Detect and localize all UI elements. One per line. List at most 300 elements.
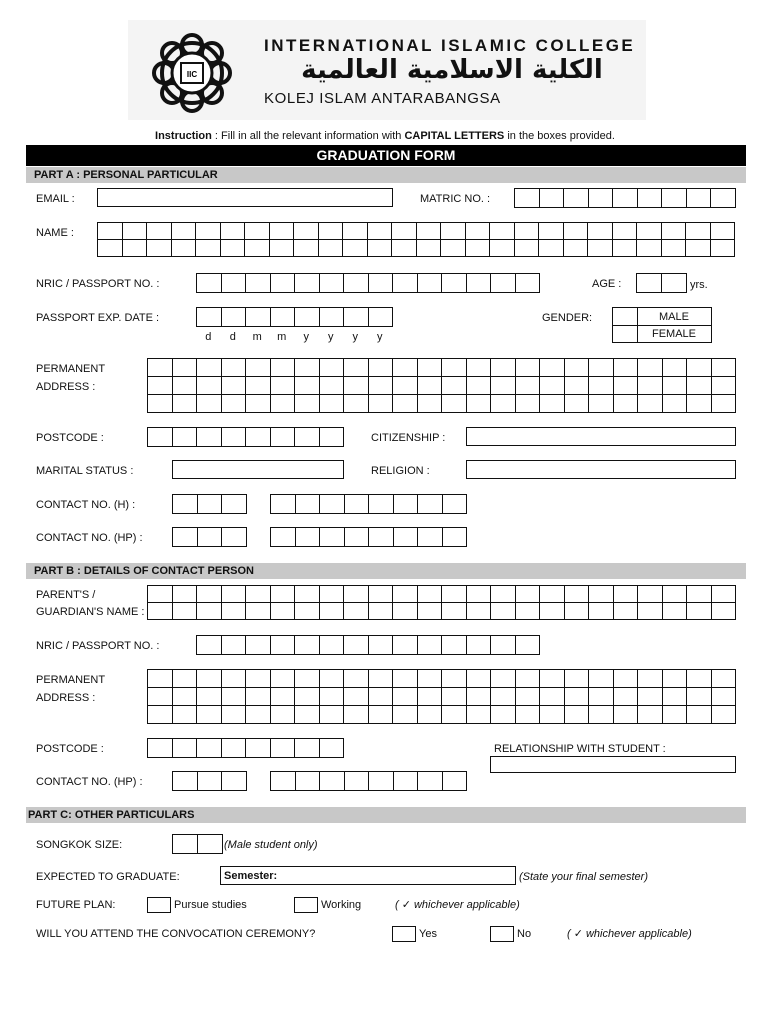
guardian-address-input-cell[interactable] <box>173 688 198 706</box>
guardian-name-input-cell[interactable] <box>467 586 492 603</box>
guardian-name-input-cell[interactable] <box>418 603 443 620</box>
guardian-address-input-cell[interactable] <box>197 688 222 706</box>
guardian-name-input-cell[interactable] <box>344 603 369 620</box>
name-input-cell[interactable] <box>515 240 540 257</box>
guardian-address-input-cell[interactable] <box>614 688 639 706</box>
guardian-name-input-cell[interactable] <box>638 586 663 603</box>
guardian-address-input-cell[interactable] <box>442 670 467 688</box>
name-input-cell[interactable] <box>686 240 711 257</box>
address-input-cell[interactable] <box>369 377 394 395</box>
matric-input-cell[interactable] <box>564 189 589 208</box>
name-input-cell[interactable] <box>319 240 344 257</box>
address-input-cell[interactable] <box>589 359 614 377</box>
address-input-cell[interactable] <box>197 395 222 413</box>
guardian-name-input-cell[interactable] <box>148 586 173 603</box>
guardian-postcode-input-cell[interactable] <box>148 739 173 758</box>
marital-input[interactable] <box>172 460 344 479</box>
guardian-postcode-input-cell[interactable] <box>222 739 247 758</box>
guardian-address-input-cell[interactable] <box>418 706 443 724</box>
name-input-cell[interactable] <box>294 223 319 240</box>
postcode-input-cell[interactable] <box>271 428 296 447</box>
guardian-contact-hp-input-cell[interactable] <box>198 772 223 791</box>
name-input-cell[interactable] <box>515 223 540 240</box>
guardian-name-input-cell[interactable] <box>491 586 516 603</box>
pursue-studies-checkbox[interactable] <box>147 897 171 913</box>
name-input-cell[interactable] <box>123 223 148 240</box>
guardian-address-input-cell[interactable] <box>173 706 198 724</box>
passport-exp-input-cell[interactable] <box>222 308 247 327</box>
guardian-address-input-cell[interactable] <box>148 670 173 688</box>
guardian-address-input-cell[interactable] <box>467 670 492 688</box>
name-input-cell[interactable] <box>637 223 662 240</box>
name-input-cell[interactable] <box>417 223 442 240</box>
guardian-nric-input-cell[interactable] <box>467 636 492 655</box>
guardian-contact-hp-number-input-cell[interactable] <box>271 772 296 791</box>
address-input-cell[interactable] <box>565 377 590 395</box>
contact-hp-input[interactable] <box>172 527 247 547</box>
guardian-contact-hp-number-input-cell[interactable] <box>296 772 321 791</box>
address-input-cell[interactable] <box>369 395 394 413</box>
name-input-cell[interactable] <box>539 240 564 257</box>
name-input-cell[interactable] <box>711 223 736 240</box>
address-input-cell[interactable] <box>687 377 712 395</box>
guardian-address-input-cell[interactable] <box>540 670 565 688</box>
guardian-nric-input-cell[interactable] <box>295 636 320 655</box>
guardian-name-input-cell[interactable] <box>614 586 639 603</box>
address-input-cell[interactable] <box>614 359 639 377</box>
guardian-name-input-cell[interactable] <box>197 586 222 603</box>
name-input-cell[interactable] <box>441 240 466 257</box>
name-input-cell[interactable] <box>196 223 221 240</box>
name-input-cell[interactable] <box>441 223 466 240</box>
address-input-cell[interactable] <box>565 359 590 377</box>
address-input-cell[interactable] <box>663 359 688 377</box>
guardian-address-input-cell[interactable] <box>246 706 271 724</box>
matric-input-cell[interactable] <box>540 189 565 208</box>
name-input-cell[interactable] <box>270 223 295 240</box>
address-input-cell[interactable] <box>614 377 639 395</box>
address-input-cell[interactable] <box>491 395 516 413</box>
nric-input-cell[interactable] <box>320 274 345 293</box>
name-input-cell[interactable] <box>637 240 662 257</box>
postcode-input-cell[interactable] <box>173 428 198 447</box>
name-input-cell[interactable] <box>343 223 368 240</box>
guardian-address-input-cell[interactable] <box>197 706 222 724</box>
guardian-nric-input-cell[interactable] <box>222 636 247 655</box>
name-input-cell[interactable] <box>686 223 711 240</box>
name-input-cell[interactable] <box>613 240 638 257</box>
name-input-cell[interactable] <box>466 223 491 240</box>
name-input-cell[interactable] <box>466 240 491 257</box>
address-input-cell[interactable] <box>638 359 663 377</box>
guardian-name-input-cell[interactable] <box>467 603 492 620</box>
contact-hp-number-input-cell[interactable] <box>320 528 345 547</box>
matric-input-cell[interactable] <box>711 189 736 208</box>
contact-hp-number-input-cell[interactable] <box>369 528 394 547</box>
guardian-contact-hp-number-input-cell[interactable] <box>369 772 394 791</box>
religion-input[interactable] <box>466 460 736 479</box>
name-input-cell[interactable] <box>392 240 417 257</box>
guardian-name-input-cell[interactable] <box>565 603 590 620</box>
guardian-postcode-input-cell[interactable] <box>197 739 222 758</box>
name-input-cell[interactable] <box>417 240 442 257</box>
female-checkbox[interactable] <box>613 326 638 342</box>
contact-hp-number-input-cell[interactable] <box>271 528 296 547</box>
nric-input-cell[interactable] <box>271 274 296 293</box>
guardian-address-input-cell[interactable] <box>712 706 737 724</box>
address-input-cell[interactable] <box>442 359 467 377</box>
guardian-contact-hp-number-input-cell[interactable] <box>394 772 419 791</box>
guardian-address-input-cell[interactable] <box>246 670 271 688</box>
guardian-name-input-cell[interactable] <box>589 586 614 603</box>
address-input-cell[interactable] <box>393 395 418 413</box>
guardian-address-input-cell[interactable] <box>246 688 271 706</box>
guardian-name-input-cell[interactable] <box>393 603 418 620</box>
name-input-cell[interactable] <box>245 223 270 240</box>
guardian-address-input-cell[interactable] <box>614 670 639 688</box>
guardian-address-input-cell[interactable] <box>712 688 737 706</box>
contact-h-number-input-cell[interactable] <box>369 495 394 514</box>
contact-h-number-input-cell[interactable] <box>394 495 419 514</box>
contact-h-input-cell[interactable] <box>173 495 198 514</box>
guardian-address-input-cell[interactable] <box>565 670 590 688</box>
guardian-contact-hp-input-cell[interactable] <box>173 772 198 791</box>
guardian-nric-input-cell[interactable] <box>393 636 418 655</box>
passport-exp-input-cell[interactable] <box>246 308 271 327</box>
contact-h-number-input-cell[interactable] <box>320 495 345 514</box>
nric-input-cell[interactable] <box>197 274 222 293</box>
name-input-cell[interactable] <box>564 223 589 240</box>
passport-exp-input-cell[interactable] <box>197 308 222 327</box>
address-input-cell[interactable] <box>614 395 639 413</box>
guardian-address-input-cell[interactable] <box>442 706 467 724</box>
nric-input-cell[interactable] <box>295 274 320 293</box>
guardian-postcode-input-cell[interactable] <box>246 739 271 758</box>
guardian-name-input-cell[interactable] <box>442 603 467 620</box>
name-input-cell[interactable] <box>343 240 368 257</box>
guardian-postcode-input-cell[interactable] <box>295 739 320 758</box>
address-input-cell[interactable] <box>295 395 320 413</box>
guardian-nric-input[interactable] <box>196 635 540 655</box>
guardian-address-input-cell[interactable] <box>344 670 369 688</box>
postcode-input-cell[interactable] <box>246 428 271 447</box>
address-input-cell[interactable] <box>344 359 369 377</box>
name-input-cell[interactable] <box>490 223 515 240</box>
guardian-nric-input-cell[interactable] <box>442 636 467 655</box>
nric-input-cell[interactable] <box>344 274 369 293</box>
address-input-cell[interactable] <box>173 359 198 377</box>
address-input-cell[interactable] <box>467 359 492 377</box>
guardian-address-input-cell[interactable] <box>516 706 541 724</box>
address-input-cell[interactable] <box>271 377 296 395</box>
citizenship-input[interactable] <box>466 427 736 446</box>
guardian-address-input-cell[interactable] <box>516 688 541 706</box>
address-input-cell[interactable] <box>565 395 590 413</box>
contact-h-input-cell[interactable] <box>222 495 247 514</box>
name-input-cell[interactable] <box>392 223 417 240</box>
name-input-cell[interactable] <box>588 223 613 240</box>
contact-hp-input-cell[interactable] <box>198 528 223 547</box>
address-input-cell[interactable] <box>516 359 541 377</box>
guardian-address-input-cell[interactable] <box>393 688 418 706</box>
guardian-name-input-cell[interactable] <box>516 603 541 620</box>
name-input-cell[interactable] <box>147 240 172 257</box>
guardian-name-input-cell[interactable] <box>173 603 198 620</box>
name-input-cell[interactable] <box>662 223 687 240</box>
guardian-address-input-cell[interactable] <box>614 706 639 724</box>
male-checkbox[interactable] <box>613 308 638 325</box>
guardian-name-input-cell[interactable] <box>173 586 198 603</box>
matric-input[interactable] <box>514 188 736 208</box>
address-input-cell[interactable] <box>246 377 271 395</box>
guardian-address-input-cell[interactable] <box>712 670 737 688</box>
guardian-address-input-cell[interactable] <box>222 670 247 688</box>
name-input-cell[interactable] <box>221 240 246 257</box>
semester-input[interactable] <box>220 866 516 885</box>
guardian-name-input-cell[interactable] <box>295 603 320 620</box>
guardian-address-input-cell[interactable] <box>638 706 663 724</box>
guardian-address-input-cell[interactable] <box>540 688 565 706</box>
address-input-cell[interactable] <box>344 377 369 395</box>
address-input-cell[interactable] <box>638 377 663 395</box>
guardian-nric-input-cell[interactable] <box>320 636 345 655</box>
address-input-cell[interactable] <box>295 359 320 377</box>
address-input-cell[interactable] <box>418 395 443 413</box>
guardian-address-input-cell[interactable] <box>589 706 614 724</box>
address-input-cell[interactable] <box>295 377 320 395</box>
name-input-cell[interactable] <box>98 223 123 240</box>
contact-hp-number-input-cell[interactable] <box>296 528 321 547</box>
contact-h-number-input-cell[interactable] <box>418 495 443 514</box>
contact-hp-input-cell[interactable] <box>222 528 247 547</box>
guardian-contact-hp-number-input-cell[interactable] <box>418 772 443 791</box>
address-input[interactable] <box>147 358 736 413</box>
guardian-address-input-cell[interactable] <box>565 688 590 706</box>
guardian-address-input-cell[interactable] <box>344 706 369 724</box>
contact-hp-number-input[interactable] <box>270 527 467 547</box>
address-input-cell[interactable] <box>540 359 565 377</box>
passport-exp-input[interactable] <box>196 307 393 327</box>
guardian-name-input-cell[interactable] <box>663 603 688 620</box>
guardian-postcode-input[interactable] <box>147 738 344 758</box>
name-input[interactable] <box>97 222 735 257</box>
name-input-cell[interactable] <box>711 240 736 257</box>
guardian-address-input-cell[interactable] <box>589 688 614 706</box>
guardian-address-input-cell[interactable] <box>222 706 247 724</box>
guardian-address-input-cell[interactable] <box>320 706 345 724</box>
guardian-address-input-cell[interactable] <box>295 670 320 688</box>
address-input-cell[interactable] <box>589 377 614 395</box>
guardian-name-input-cell[interactable] <box>614 603 639 620</box>
guardian-name-input-cell[interactable] <box>222 603 247 620</box>
address-input-cell[interactable] <box>467 377 492 395</box>
address-input-cell[interactable] <box>246 359 271 377</box>
guardian-name-input-cell[interactable] <box>369 603 394 620</box>
address-input-cell[interactable] <box>442 377 467 395</box>
address-input-cell[interactable] <box>687 359 712 377</box>
guardian-name-input-cell[interactable] <box>369 586 394 603</box>
address-input-cell[interactable] <box>173 377 198 395</box>
guardian-name-input-cell[interactable] <box>148 603 173 620</box>
address-input-cell[interactable] <box>197 359 222 377</box>
guardian-address-input-cell[interactable] <box>663 670 688 688</box>
gender-male-row[interactable] <box>613 308 711 326</box>
name-input-cell[interactable] <box>294 240 319 257</box>
guardian-address-input-cell[interactable] <box>173 670 198 688</box>
guardian-address-input-cell[interactable] <box>271 688 296 706</box>
guardian-address-input-cell[interactable] <box>516 670 541 688</box>
address-input-cell[interactable] <box>173 395 198 413</box>
guardian-name-input-cell[interactable] <box>197 603 222 620</box>
guardian-name-input-cell[interactable] <box>638 603 663 620</box>
guardian-name-input-cell[interactable] <box>246 603 271 620</box>
passport-exp-input-cell[interactable] <box>369 308 394 327</box>
guardian-address-input-cell[interactable] <box>491 688 516 706</box>
guardian-nric-input-cell[interactable] <box>246 636 271 655</box>
address-input-cell[interactable] <box>516 395 541 413</box>
email-input[interactable] <box>97 188 393 207</box>
name-input-cell[interactable] <box>368 240 393 257</box>
songkok-input-cell[interactable] <box>198 835 223 854</box>
address-input-cell[interactable] <box>148 395 173 413</box>
guardian-name-input-cell[interactable] <box>687 586 712 603</box>
address-input-cell[interactable] <box>663 395 688 413</box>
contact-h-number-input-cell[interactable] <box>296 495 321 514</box>
name-input-cell[interactable] <box>368 223 393 240</box>
address-input-cell[interactable] <box>393 359 418 377</box>
address-input-cell[interactable] <box>712 377 737 395</box>
guardian-address-input-cell[interactable] <box>369 670 394 688</box>
guardian-name-input-cell[interactable] <box>271 603 296 620</box>
age-input-cell[interactable] <box>662 274 687 293</box>
guardian-address-input-cell[interactable] <box>467 688 492 706</box>
postcode-input-cell[interactable] <box>295 428 320 447</box>
guardian-name-input-cell[interactable] <box>222 586 247 603</box>
nric-input-cell[interactable] <box>393 274 418 293</box>
name-input-cell[interactable] <box>270 240 295 257</box>
guardian-address-input-cell[interactable] <box>687 670 712 688</box>
postcode-input-cell[interactable] <box>222 428 247 447</box>
guardian-address-input-cell[interactable] <box>344 688 369 706</box>
contact-hp-number-input-cell[interactable] <box>345 528 370 547</box>
address-input-cell[interactable] <box>320 395 345 413</box>
nric-input-cell[interactable] <box>516 274 541 293</box>
guardian-address-input-cell[interactable] <box>393 706 418 724</box>
guardian-name-input-cell[interactable] <box>442 586 467 603</box>
name-input-cell[interactable] <box>147 223 172 240</box>
address-input-cell[interactable] <box>442 395 467 413</box>
relationship-input[interactable] <box>490 756 736 773</box>
address-input-cell[interactable] <box>418 359 443 377</box>
guardian-contact-hp-input[interactable] <box>172 771 247 791</box>
guardian-nric-input-cell[interactable] <box>197 636 222 655</box>
nric-input-cell[interactable] <box>222 274 247 293</box>
guardian-contact-hp-number-input-cell[interactable] <box>345 772 370 791</box>
name-input-cell[interactable] <box>123 240 148 257</box>
guardian-postcode-input-cell[interactable] <box>173 739 198 758</box>
guardian-contact-hp-number-input[interactable] <box>270 771 467 791</box>
contact-hp-number-input-cell[interactable] <box>418 528 443 547</box>
passport-exp-input-cell[interactable] <box>344 308 369 327</box>
gender-female-row[interactable] <box>613 326 711 342</box>
name-input-cell[interactable] <box>490 240 515 257</box>
name-input-cell[interactable] <box>564 240 589 257</box>
guardian-address-input-cell[interactable] <box>663 706 688 724</box>
guardian-address-input-cell[interactable] <box>295 706 320 724</box>
name-input-cell[interactable] <box>319 223 344 240</box>
passport-exp-input-cell[interactable] <box>295 308 320 327</box>
passport-exp-input-cell[interactable] <box>320 308 345 327</box>
address-input-cell[interactable] <box>222 395 247 413</box>
address-input-cell[interactable] <box>393 377 418 395</box>
guardian-address-input-cell[interactable] <box>663 688 688 706</box>
guardian-address-input-cell[interactable] <box>638 688 663 706</box>
name-input-cell[interactable] <box>245 240 270 257</box>
guardian-address-input-cell[interactable] <box>393 670 418 688</box>
convocation-no-checkbox[interactable] <box>490 926 514 942</box>
contact-hp-number-input-cell[interactable] <box>443 528 468 547</box>
name-input-cell[interactable] <box>613 223 638 240</box>
guardian-address-input-cell[interactable] <box>467 706 492 724</box>
songkok-input-cell[interactable] <box>173 835 198 854</box>
convocation-yes-checkbox[interactable] <box>392 926 416 942</box>
guardian-address-input-cell[interactable] <box>197 670 222 688</box>
guardian-nric-input-cell[interactable] <box>491 636 516 655</box>
passport-exp-input-cell[interactable] <box>271 308 296 327</box>
address-input-cell[interactable] <box>418 377 443 395</box>
address-input-cell[interactable] <box>467 395 492 413</box>
guardian-nric-input-cell[interactable] <box>418 636 443 655</box>
guardian-address-input-cell[interactable] <box>687 688 712 706</box>
guardian-name-input-cell[interactable] <box>320 603 345 620</box>
nric-input-cell[interactable] <box>467 274 492 293</box>
name-input-cell[interactable] <box>196 240 221 257</box>
guardian-address-input[interactable] <box>147 669 736 724</box>
guardian-name-input-cell[interactable] <box>295 586 320 603</box>
guardian-address-input-cell[interactable] <box>295 688 320 706</box>
guardian-name-input-cell[interactable] <box>344 586 369 603</box>
postcode-input-cell[interactable] <box>197 428 222 447</box>
guardian-name-input-cell[interactable] <box>663 586 688 603</box>
postcode-input-cell[interactable] <box>320 428 345 447</box>
guardian-address-input-cell[interactable] <box>148 688 173 706</box>
guardian-name-input-cell[interactable] <box>687 603 712 620</box>
matric-input-cell[interactable] <box>613 189 638 208</box>
guardian-name-input-cell[interactable] <box>246 586 271 603</box>
guardian-name-input-cell[interactable] <box>418 586 443 603</box>
contact-h-number-input-cell[interactable] <box>345 495 370 514</box>
address-input-cell[interactable] <box>369 359 394 377</box>
guardian-address-input-cell[interactable] <box>320 688 345 706</box>
address-input-cell[interactable] <box>148 377 173 395</box>
age-input-cell[interactable] <box>637 274 662 293</box>
name-input-cell[interactable] <box>221 223 246 240</box>
address-input-cell[interactable] <box>687 395 712 413</box>
working-checkbox[interactable] <box>294 897 318 913</box>
guardian-address-input-cell[interactable] <box>369 688 394 706</box>
address-input-cell[interactable] <box>197 377 222 395</box>
address-input-cell[interactable] <box>491 377 516 395</box>
guardian-postcode-input-cell[interactable] <box>271 739 296 758</box>
guardian-address-input-cell[interactable] <box>540 706 565 724</box>
address-input-cell[interactable] <box>271 395 296 413</box>
matric-input-cell[interactable] <box>687 189 712 208</box>
address-input-cell[interactable] <box>540 377 565 395</box>
address-input-cell[interactable] <box>712 359 737 377</box>
matric-input-cell[interactable] <box>638 189 663 208</box>
guardian-address-input-cell[interactable] <box>271 706 296 724</box>
contact-hp-input-cell[interactable] <box>173 528 198 547</box>
